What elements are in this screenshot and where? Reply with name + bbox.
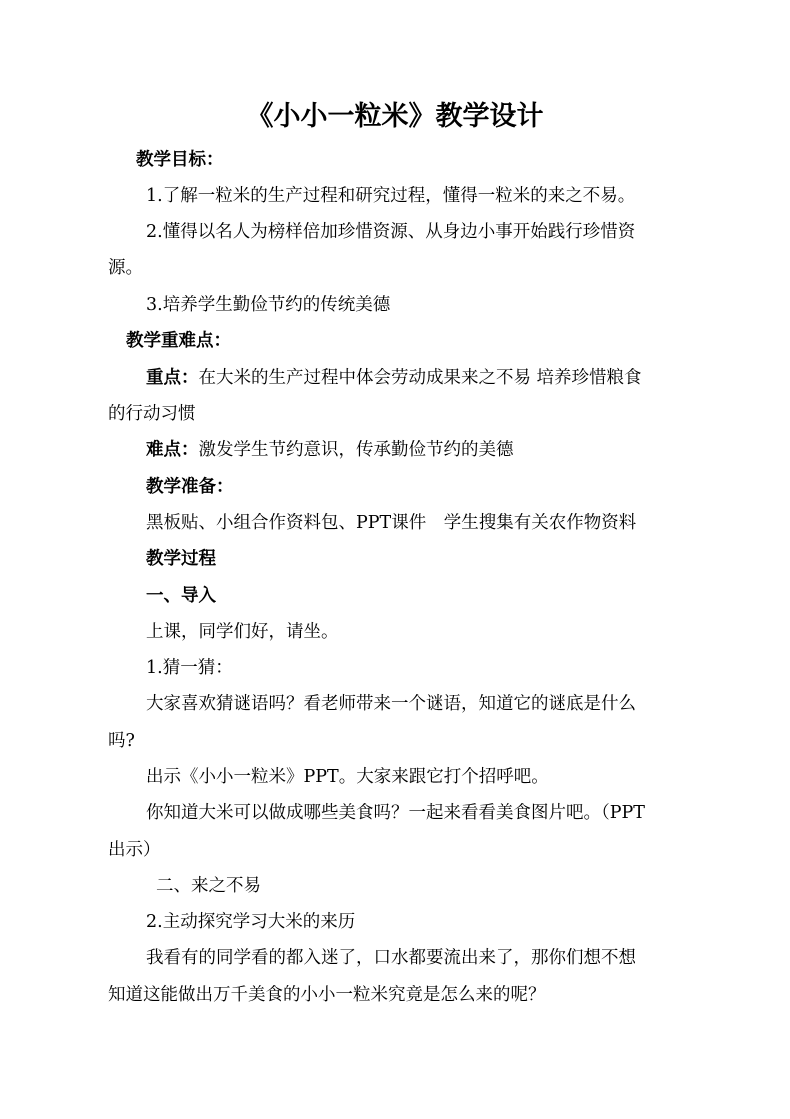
process-heading: 教学过程 <box>146 549 216 569</box>
difficulty-line <box>146 438 514 462</box>
food-line2: 出示） <box>108 840 161 860</box>
objective-2-line1: 2.懂得以名人为榜样倍加珍惜资源、从身边小事开始践行珍惜资 <box>146 222 636 242</box>
step-2-heading: 2.主动探究学习大米的来历 <box>146 912 356 932</box>
riddle-line2: 吗? <box>108 731 135 751</box>
key-point-text: 在大米的生产过程中体会劳动成果来之不易 培养珍惜粮食 <box>198 368 642 388</box>
document-title: 《小小一粒米》教学设计 <box>246 101 544 132</box>
objective-2-line2: 源。 <box>108 258 143 278</box>
food-line1: 你知道大米可以做成哪些美食吗？一起来看看美食图片吧。（PPT <box>146 803 645 823</box>
key-point-line2: 的行动习惯 <box>108 404 196 424</box>
riddle-line1: 大家喜欢猜谜语吗？看老师带来一个谜语，知道它的谜底是什么 <box>146 694 636 714</box>
section-2-heading: 二、来之不易 <box>156 876 261 896</box>
key-point-label: 重点： <box>146 368 199 388</box>
difficulty-text: 激发学生节约意识，传承勤俭节约的美德 <box>198 440 514 460</box>
explore-line2: 知道这能做出万千美食的小小一粒米究竟是怎么来的呢？ <box>108 985 546 1005</box>
difficulty-label: 难点： <box>146 440 199 460</box>
step-1-heading: 1.猜一猜： <box>146 658 233 678</box>
objectives-heading: 教学目标： <box>136 150 224 170</box>
greeting-text: 上课，同学们好，请坐。 <box>146 622 339 642</box>
preparation-text: 黑板贴、小组合作资料包、PPT课件 学生搜集有关农作物资料 <box>146 513 637 533</box>
explore-line1: 我看有的同学看的都入迷了，口水都要流出来了，那你们想不想 <box>146 948 636 968</box>
objective-3: 3.培养学生勤俭节约的传统美德 <box>146 295 391 315</box>
key-points-heading: 教学重难点： <box>126 331 231 351</box>
preparation-heading: 教学准备： <box>146 477 234 497</box>
key-point-line1 <box>146 366 642 390</box>
objective-1: 1.了解一粒米的生产过程和研究过程，懂得一粒米的来之不易。 <box>146 186 636 206</box>
show-ppt-text: 出示《小小一粒米》PPT。大家来跟它打个招呼吧。 <box>146 767 549 787</box>
section-1-heading: 一、导入 <box>146 586 216 606</box>
